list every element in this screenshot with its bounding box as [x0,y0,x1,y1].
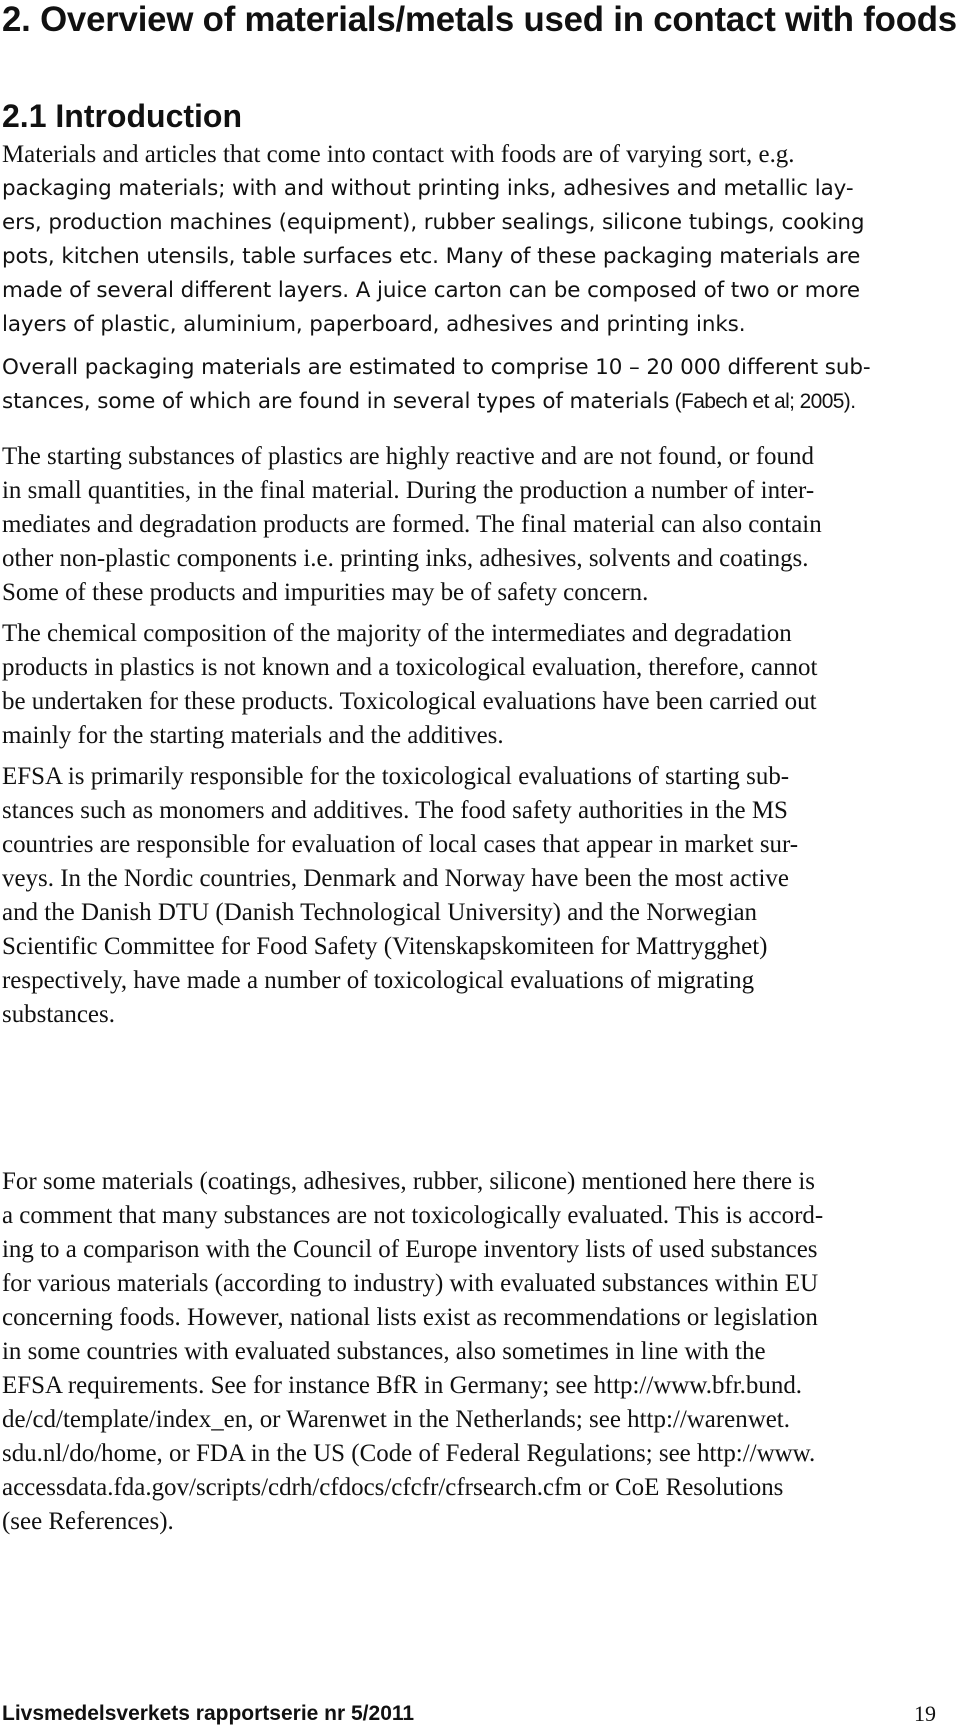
paragraph-line: mainly for the starting materials and the additives. [2,722,504,749]
paragraph-line: stances such as monomers and additives. The food safety authorities in the MS [2,797,788,824]
paragraph-line: veys. In the Nordic countries, Denmark and Norway have been the most active [2,865,789,892]
paragraph-line: mediates and degradation products are formed. The final material can also contain [2,511,822,538]
paragraph-line: EFSA requirements. See for instance BfR in Germany; see http://www.bfr.bund. [2,1372,803,1399]
paragraph-efsa-responsibility [2,760,954,1032]
citation: (Fabech et al; 2005). [669,390,856,413]
paragraph-line: concerning foods. However, national lists exist as recommendations or legislation [2,1304,818,1331]
paragraph-line: The starting substances of plastics are highly reactive and are not found, or found [2,443,814,470]
paragraph-line: For some materials (coatings, adhesives, rubber, silicone) mentioned here there is [2,1168,816,1195]
paragraph-line: ing to a comparison with the Council of Europe inventory lists of used substances [2,1236,818,1263]
paragraph-line: in some countries with evaluated substances, also sometimes in line with the [2,1338,766,1365]
paragraph-introduction [2,138,954,342]
paragraph-line: a comment that many substances are not toxicologically evaluated. This is accord- [2,1202,824,1229]
paragraph-line: Scientific Committee for Food Safety (Vitenskapskomiteen for Mattrygghet) [2,933,768,960]
chapter-title: 2. Overview of materials/metals used in contact with foods [2,0,957,39]
paragraph-line: in small quantities, in the final material. During the production a number of inter- [2,477,815,504]
page-footer [2,1697,936,1731]
paragraph-line: sdu.nl/do/home, or FDA in the US (Code of Federal Regulations; see http://www. [2,1440,816,1467]
paragraph-line: Overall packaging materials are estimated to comprise 10 – 20 000 different sub- [2,355,871,380]
page-number: 19 [914,1701,936,1726]
paragraph-chemical-composition [2,617,954,753]
paragraph-line: products in plastics is not known and a toxicological evaluation, therefore, cannot [2,654,818,681]
paragraph-line-text: stances, some of which are found in several types of materials [2,389,670,414]
paragraph-line: Materials and articles that come into contact with foods are of varying sort, e.g. [2,141,795,168]
paragraph-line: ers, production machines (equipment), rubber sealings, silicone tubings, cooking [2,210,865,235]
paragraph-line: accessdata.fda.gov/scripts/cdrh/cfdocs/cfcfr/cfrsearch.cfm or CoE Resolutions [2,1474,784,1501]
paragraph-line: de/cd/template/index_en, or Warenwet in the Netherlands; see http://warenwet. [2,1406,790,1433]
paragraph-line: layers of plastic, aluminium, paperboard, adhesives and printing inks. [2,312,746,337]
paragraph-line: countries are responsible for evaluation of local cases that appear in market sur- [2,831,799,858]
paragraph-line: packaging materials; with and without printing inks, adhesives and metallic lay- [2,176,854,201]
paragraph-line: other non-plastic components i.e. printing inks, adhesives, solvents and coatings. [2,545,809,572]
section-title: 2.1 Introduction [2,98,242,134]
paragraph-line: substances. [2,1001,115,1028]
paragraph-line: made of several different layers. A juice carton can be composed of two or more [2,278,860,303]
paragraph-line: and the Danish DTU (Danish Technological University) and the Norwegian [2,899,758,926]
paragraph-line: for various materials (according to industry) with evaluated substances within EU [2,1270,819,1297]
paragraph-line: pots, kitchen utensils, table surfaces etc. Many of these packaging materials are [2,244,861,269]
paragraph-plastics-substances [2,440,954,610]
paragraph-line [2,385,952,419]
report-series: Livsmedelsverkets rapportserie nr 5/2011 [2,1702,415,1725]
paragraph-line: EFSA is primarily responsible for the toxicological evaluations of starting sub- [2,763,790,790]
paragraph-substances-count [2,351,954,419]
paragraph-line: The chemical composition of the majority of the intermediates and degradation [2,620,792,647]
paragraph-line: Some of these products and impurities may be of safety concern. [2,579,649,606]
paragraph-line: respectively, have made a number of toxicological evaluations of migrating [2,967,755,994]
paragraph-line: be undertaken for these products. Toxicological evaluations have been carried out [2,688,817,715]
paragraph-unevaluated-substances [2,1165,954,1539]
paragraph-line: (see References). [2,1508,174,1535]
